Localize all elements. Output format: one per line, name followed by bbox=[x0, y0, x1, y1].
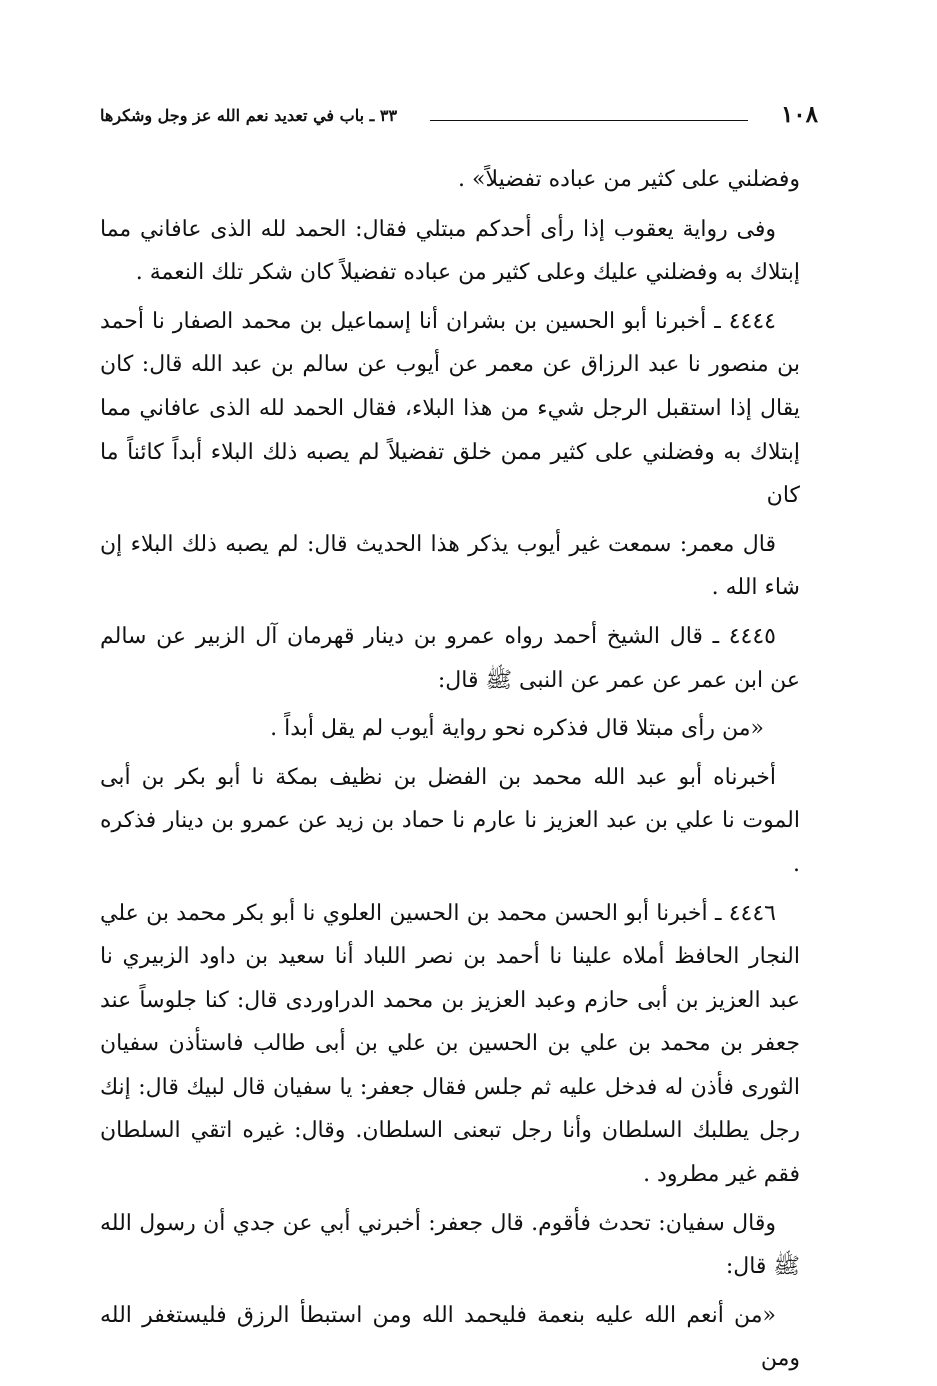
hadith-quote-closing: «من أنعم الله عليه بنعمة فليحمد الله ومن استبطأ الرزق فليستغفر الله ومن bbox=[100, 1302, 800, 1372]
header-rule bbox=[430, 120, 748, 121]
paragraph-yaqub-narration: وفى رواية يعقوب إذا رأى أحدكم مبتلي فقال: الحمد لله الذى عافاني مما إبتلاك به وفضلني عليك وعلى كثير من عباده تفضيلاً كان شكر تلك النعمة . bbox=[100, 216, 800, 286]
paragraph-mamar-comment: قال معمر: سمعت غير أيوب يذكر هذا الحديث قال: لم يصبه ذلك البلاء إن شاء الله . bbox=[100, 531, 800, 601]
paragraph-continuation: وفضلني على كثير من عباده تفضيلاً» . bbox=[458, 167, 800, 192]
hadith-4446: ٤٤٤٦ ـ أخبرنا أبو الحسن محمد بن الحسين العلوي نا أبو بكر محمد بن علي النجار الحافظ أملاه علينا نا أحمد بن نصر اللباد أنا سعيد بن داود الزبيري نا عبد العزيز بن أبى حازم وعبد العزيز بن محمد الدراوردى قال: كنا جلوساً عند جعفر بن محمد بن علي بن الحسين بن علي بن أبى طالب فاستأذن سفيان الثورى فأذن له فدخل عليه ثم جلس فقال جعفر: يا سفيان قال لبيك قال: إنك رجل يطلبك السلطان وأنا رجل تبعنى السلطان. وقال: غيره اتقي السلطان فقم غير مطرود . bbox=[100, 900, 800, 1188]
running-title: ٣٣ ـ باب في تعديد نعم الله عز وجل وشكرها bbox=[100, 106, 398, 125]
paragraph-sufyan-jafar: وقال سفيان: تحدث فأقوم. قال جعفر: أخبرني أبي عن جدي أن رسول الله ﷺ قال: bbox=[100, 1210, 800, 1280]
page-header bbox=[100, 100, 818, 134]
paragraph-chain-of-narration: أخبرناه أبو عبد الله محمد بن الفضل بن نظيف بمكة نا أبو بكر بن أبى الموت نا علي بن عبد العزيز نا عارم نا حماد بن زيد عن عمرو بن دينار فذكره . bbox=[100, 764, 800, 877]
page-number: ١٠٨ bbox=[780, 101, 818, 128]
body-text bbox=[100, 158, 800, 1386]
hadith-quote: «من رأى مبتلا قال فذكره نحو رواية أيوب لم يقل أبداً . bbox=[270, 716, 764, 742]
hadith-4445: ٤٤٤٥ ـ قال الشيخ أحمد رواه عمرو بن دينار قهرمان آل الزبير عن سالم عن ابن عمر عن عمر عن النبى ﷺ قال: bbox=[100, 623, 800, 693]
hadith-4444: ٤٤٤٤ ـ أخبرنا أبو الحسين بن بشران أنا إسماعيل بن محمد الصفار نا أحمد بن منصور نا عبد الرزاق عن معمر عن أيوب عن سالم بن عبد الله قال: كان يقال إذا استقبل الرجل شيء من هذا البلاء، فقال الحمد لله الذى عافاني مما إبتلاك به وفضلني على كثير ممن خلق تفضيلاً لم يصبه ذلك البلاء أبداً كائناً ما كان bbox=[100, 308, 800, 509]
